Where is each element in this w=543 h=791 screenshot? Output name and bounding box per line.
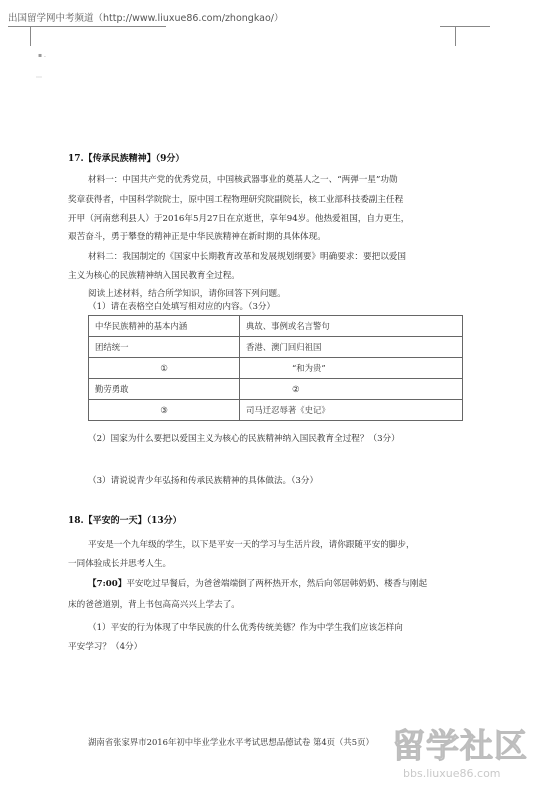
table-cell: 勤劳勇敢 (89, 379, 240, 400)
answer-blank-2: ② (240, 379, 463, 400)
watermark-logo: 留学社区 (392, 726, 528, 765)
scan-speck: ⋯ (36, 74, 42, 81)
q18-intro-line1: 平安是一个九年级的学生，以下是平安一天的学习与生活片段，请你跟随平安的脚步， (88, 540, 415, 550)
table-cell: 司马迁忍辱著《史记》 (240, 400, 463, 421)
q17-instruction: 阅读上述材料，结合所学知识，请你回答下列问题。 (88, 289, 286, 299)
crop-mark-right (455, 26, 456, 46)
table-header-cell: 典故、事例或名言警句 (240, 316, 463, 337)
q17-sub3: （3）请说说青少年弘扬和传承民族精神的具体做法。（3分） (88, 476, 319, 486)
watermark-url: bbs.liuxue86.com (403, 767, 501, 780)
scan-speck: ▪ . (38, 52, 46, 59)
page-footer: 湖南省张家界市2016年初中毕业学业水平考试思想品德试卷 第4页（共5页） (88, 737, 374, 747)
q18-title: 18.【平安的一天】（13分） (68, 516, 182, 526)
spirit-table (88, 315, 463, 421)
header-rule (8, 26, 166, 27)
q18-sub1-line1: （1）平安的行为体现了中华民族的什么优秀传统美德？作为中学生我们应该怎样向 (88, 623, 403, 633)
q17-material1-line1: 材料一：中国共产党的优秀党员，中国核武器事业的奠基人之一、“两弹一星”功勋 (88, 175, 398, 185)
q18-para-line1 (88, 579, 427, 590)
q17-sub1: （1）请在表格空白处填写相对应的内容。（3分） (88, 302, 276, 312)
table-row (89, 358, 463, 379)
table-row (89, 400, 463, 421)
table-header-cell: 中华民族精神的基本内涵 (89, 316, 240, 337)
table-cell: 香港、澳门回归祖国 (240, 337, 463, 358)
q17-material2-line2: 主义为核心的民族精神纳入国民教育全过程。 (68, 271, 240, 281)
table-row (89, 337, 463, 358)
time-label: 【7:00】 (88, 579, 127, 589)
q17-sub2: （2）国家为什么要把以爱国主义为核心的民族精神纳入国民教育全过程？（3分） (88, 434, 400, 444)
page-header: 出国留学网中考频道（http://www.liuxue86.com/zhongkao/） (8, 13, 284, 24)
table-cell: “和为贵” (240, 358, 463, 379)
q17-material2-line1: 材料二：我国制定的《国家中长期教育改革和发展规划纲要》明确要求：要把以爱国 (88, 252, 406, 262)
q17-material1-line2: 奖章获得者，中国科学院院士，原中国工程物理研究院副院长，核工业部科技委副主任程 (68, 195, 404, 205)
q18-intro-line2: 一同体验成长并思考人生。 (68, 559, 172, 569)
header-rule-right (440, 26, 490, 27)
q18-para-text: 平安吃过早餐后，为爸爸端端倒了两杯热开水，然后向邻居韩奶奶、楼香与刚起 (126, 579, 428, 589)
crop-mark-left (30, 26, 31, 46)
q17-title: 17.【传承民族精神】（9分） (68, 154, 185, 164)
q17-material1-line3: 开甲（河南慈利县人）于2016年5月27日在京逝世，享年94岁。他热爱祖国，自力更生， (68, 214, 410, 224)
answer-blank-3: ③ (89, 400, 240, 421)
q17-material1-line4: 艰苦奋斗，勇于攀登的精神正是中华民族精神在新时期的具体体现。 (68, 232, 326, 242)
table-cell: 团结统一 (89, 337, 240, 358)
q18-para-line2: 床的爸爸道别，背上书包高高兴兴上学去了。 (68, 600, 240, 610)
table-header-row (89, 316, 463, 337)
answer-blank-1: ① (89, 358, 240, 379)
table-row (89, 379, 463, 400)
q18-sub1-line2: 平安学习？（4分） (68, 642, 143, 652)
